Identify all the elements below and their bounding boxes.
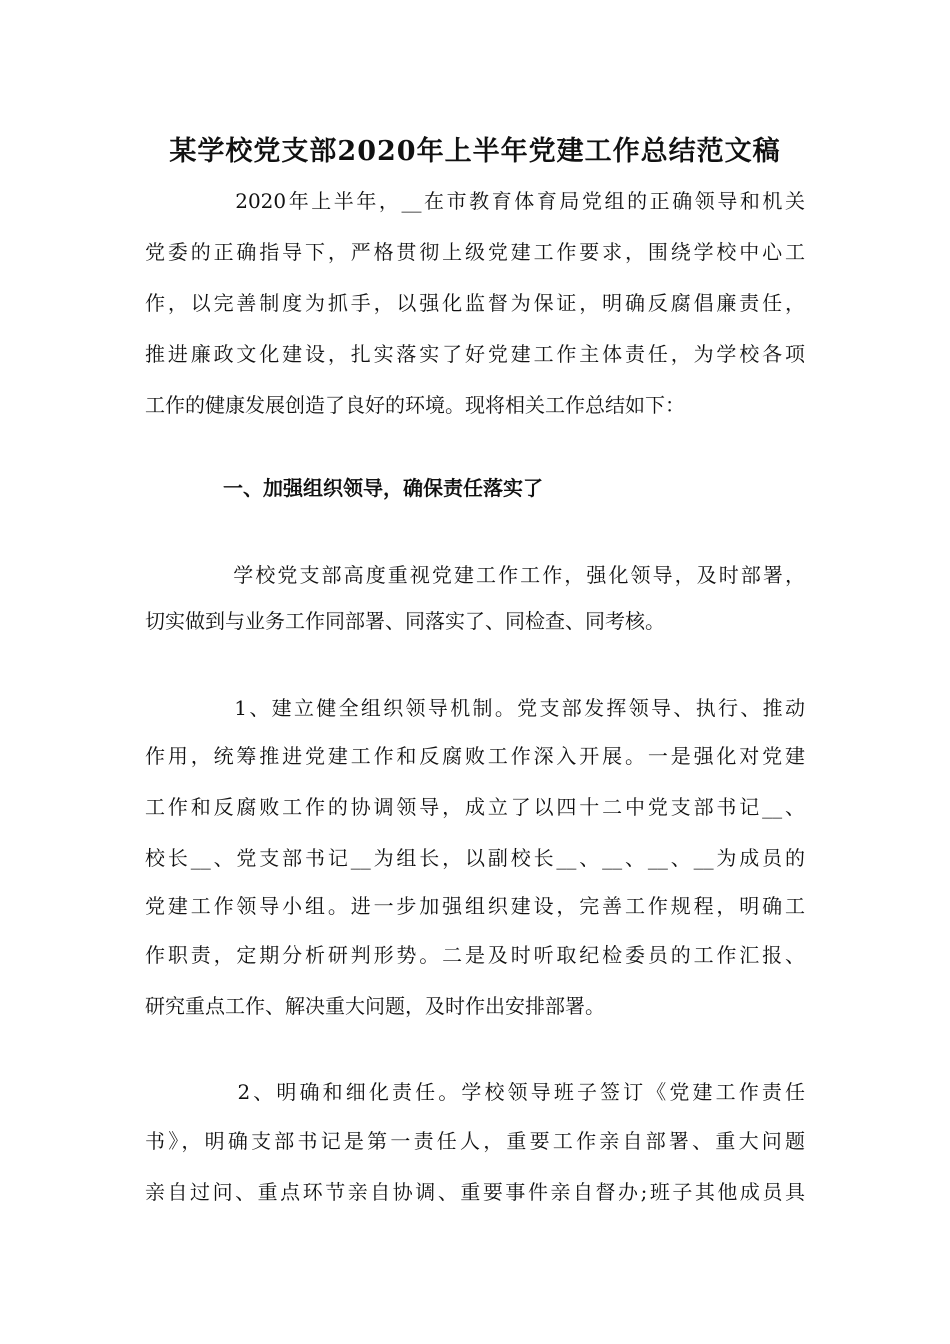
item1-line-3: 工作和反腐败工作的协调领导，成立了以四十二中党支部书记__、 — [145, 795, 805, 819]
section1-line-1: 学校党支部高度重视党建工作工作，强化领导，及时部署， — [145, 563, 805, 587]
item2-line-1: 2、明确和细化责任。学校领导班子签订《党建工作责任 — [145, 1080, 805, 1104]
section1-line-2: 切实做到与业务工作同部署、同落实了、同检查、同考核。 — [145, 609, 665, 633]
item1-line-1: 1、建立健全组织领导机制。党支部发挥领导、执行、推动 — [145, 696, 805, 720]
item1-line-2: 作用，统筹推进党建工作和反腐败工作深入开展。一是强化对党建 — [145, 744, 805, 768]
document-title: 某学校党支部2020年上半年党建工作总结范文稿 — [169, 136, 781, 167]
section-heading-1: 一、加强组织领导，确保责任落实了 — [223, 476, 543, 500]
item1-line-7: 研究重点工作、解决重大问题，及时作出安排部署。 — [145, 994, 605, 1018]
intro-line-1: 2020年上半年，__在市教育体育局党组的正确领导和机关 — [145, 189, 805, 213]
item2-line-3: 亲自过问、重点环节亲自协调、重要事件亲自督办;班子其他成员具 — [145, 1180, 805, 1204]
intro-line-4: 推进廉政文化建设，扎实落实了好党建工作主体责任，为学校各项 — [145, 342, 805, 366]
item1-line-6: 作职责，定期分析研判形势。二是及时听取纪检委员的工作汇报、 — [145, 943, 805, 967]
intro-line-5: 工作的健康发展创造了良好的环境。现将相关工作总结如下： — [145, 393, 685, 417]
intro-line-3: 作，以完善制度为抓手，以强化监督为保证，明确反腐倡廉责任， — [145, 291, 805, 315]
intro-line-2: 党委的正确指导下，严格贯彻上级党建工作要求，围绕学校中心工 — [145, 240, 805, 264]
item2-line-2: 书》，明确支部书记是第一责任人，重要工作亲自部署、重大问题 — [145, 1129, 805, 1153]
item1-line-5: 党建工作领导小组。进一步加强组织建设，完善工作规程，明确工 — [145, 894, 805, 918]
item1-line-4: 校长__、党支部书记__为组长，以副校长__、__、__、__为成员的 — [145, 846, 805, 870]
